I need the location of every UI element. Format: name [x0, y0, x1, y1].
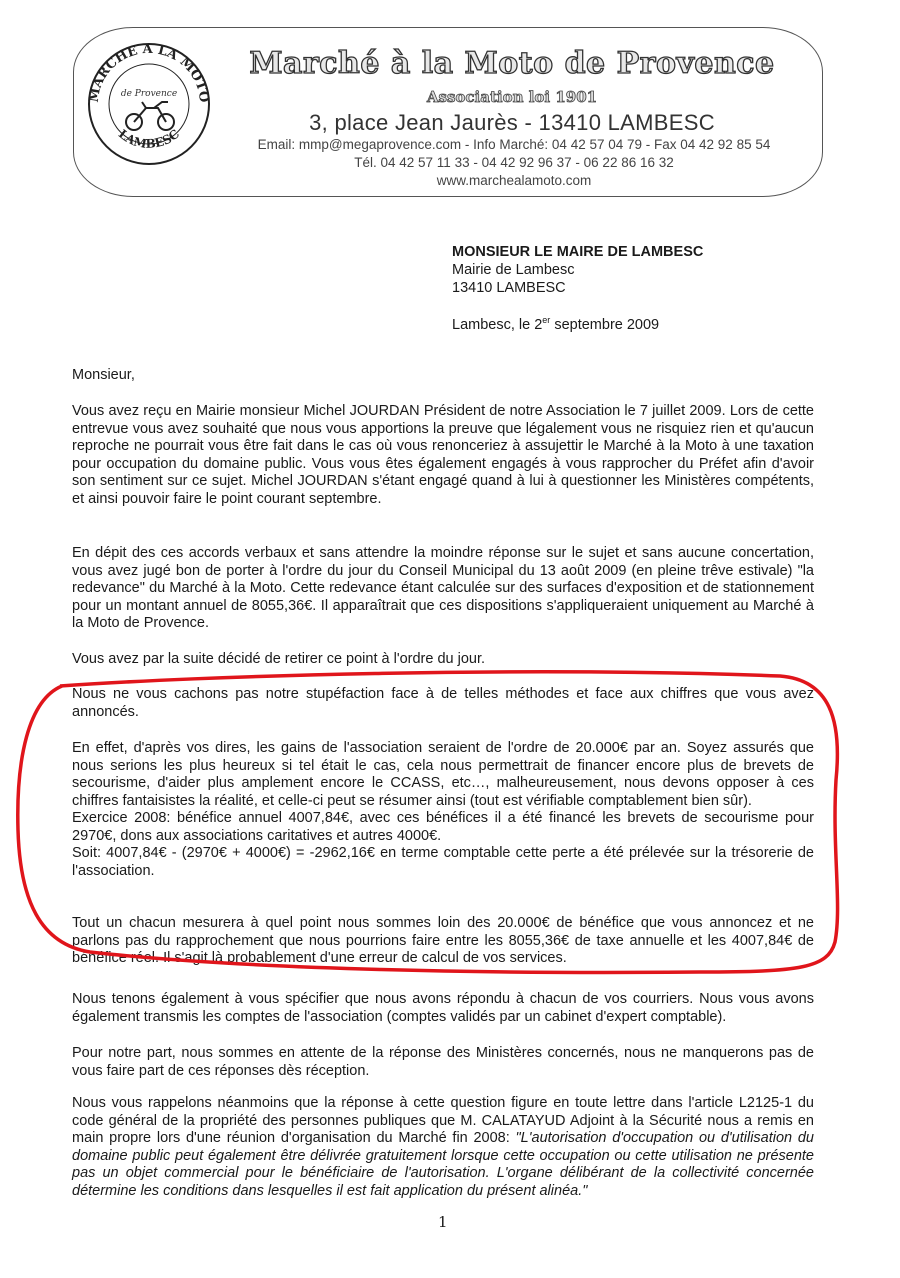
recipient-name: MONSIEUR LE MAIRE DE LAMBESC: [452, 244, 704, 260]
paragraph-2: En dépit des ces accords verbaux et sans attendre la moindre réponse sur le sujet et sans aucune concertation, vous avez jugé bon de porter à l'ordre du jour du Conseil Municipal du 13 août 2009 (en pleine trêve estivale) "la redevance" du Marché à la Moto. Cette redevance étant calculée sur des surfaces d'exposition et de stationnement pour un montant annuel de 8055,36€. Il apparaîtrait que ces dispositions s'appliqueraient uniquement au Marché à la Moto de Provence.: [72, 545, 814, 631]
letterhead-title: Marché à la Moto de Provence: [249, 46, 775, 81]
letterhead-website: www.marchealamoto.com: [436, 173, 592, 188]
paragraph-9-text: Nous vous rappelons néanmoins que la réponse à cette question figure en toute lettre dans l'article L2125-1 du code général de la propriété des personnes publiques que M. CALATAYUD Adjoint à la Sécurité nous a remis en main propre lors d'une réunion d'organisation du Marché fin 2008:: [72, 1095, 814, 1146]
date-ordinal: er: [542, 315, 551, 325]
letterhead-subtitle: Association loi 1901: [426, 88, 598, 106]
logo-middle-text: de Provence: [120, 89, 178, 99]
paragraph-5-exercise: Exercice 2008: bénéfice annuel 4007,84€, avec ces bénéfices il a été financé les brevets de secourisme pour 2970€, dons aux associations caritatives et autres 4000€.: [72, 810, 814, 844]
paragraph-1: Vous avez reçu en Mairie monsieur Michel JOURDAN Président de notre Association le 7 juillet 2009. Lors de cette entrevue vous avez souhaité que nous vous apportions la preuve que légalement vous ne risquiez rien et qu'aucun reproche ne pourrait vous être fait dans le cas où vous renonceriez à assujettir le Marché à la Moto à une taxation pour occupation du domaine public. Vous vous êtes également engagés à vous rapprocher du Préfet afin d'avoir son sentiment sur ce sujet. Michel JOURDAN s'étant engagé quand à lui à questionner les Ministères compétents, et ainsi pouvoir faire le point courant septembre.: [72, 403, 814, 507]
logo-bottom-text: LAMBESC: [115, 126, 183, 152]
letterhead-contact-email: Email: mmp@megaprovence.com - Info Marché: 04 42 57 04 79 - Fax 04 42 92 85 54: [257, 137, 771, 152]
page-number: 1: [438, 1213, 448, 1231]
paragraph-6: Tout un chacun mesurera à quel point nous sommes loin des 20.000€ de bénéfice que vous annoncez et ne parlons pas du rapprochement que nous pourrions faire entre les 8055,36€ de taxe annuelle et les 4007,84€ de bénéfice réel. Il s'agit là probablement d'une erreur de calcul de vos services.: [72, 915, 814, 966]
paragraph-8: Pour notre part, nous sommes en attente de la réponse des Ministères concernés, nous ne manquerons pas de vous faire part de ces réponses dès réception.: [72, 1045, 814, 1079]
recipient-line-2: 13410 LAMBESC: [452, 280, 566, 296]
legal-quote: "L'autorisation d'occupation ou d'utilisation du domaine public peut également être délivrée gratuitement lorsque cette occupation ou cette utilisation ne présente pas un objet commercial pour le bénéficiaire de l'autorisation. L'organe délibérant de la collectivité concernée détermine les conditions dans lesquelles il est fait application du présent alinéa.": [72, 1130, 814, 1199]
paragraph-5-calculation: Soit: 4007,84€ - (2970€ + 4000€) = -2962,16€ en terme comptable cette perte a été prélevée sur la trésorerie de l'association.: [72, 845, 814, 879]
paragraph-4: Nous ne vous cachons pas notre stupéfaction face à de telles méthodes et face aux chiffres que vous avez annoncés.: [72, 686, 814, 720]
letterhead-contact-phone: Tél. 04 42 57 11 33 - 04 42 92 96 37 - 06 22 86 16 32: [354, 155, 674, 170]
paragraph-3: Vous avez par la suite décidé de retirer ce point à l'ordre du jour.: [72, 651, 486, 667]
date-suffix: septembre 2009: [550, 316, 660, 333]
salutation: Monsieur,: [72, 367, 135, 383]
paragraph-7: Nous tenons également à vous spécifier que nous avons répondu à chacun de vos courriers. Nous vous avons également transmis les comptes de l'association (comptes validés par un cabinet d'expert comptable).: [72, 991, 814, 1025]
recipient-line-1: Mairie de Lambesc: [452, 262, 575, 278]
logo-top-text: MARCHE A LA MOTO: [86, 41, 212, 104]
date-prefix: Lambesc, le 2: [452, 316, 543, 333]
paragraph-5-intro: En effet, d'après vos dires, les gains de l'association seraient de l'ordre de 20.000€ par an. Soyez assurés que nous serions les plus heureux si tel était le cas, cela nous permettrait de financer encore plus de brevets de secourisme, d'aider plus amplement encore le CCASS, etc…, malheureusement, nous devons opposer à ces chiffres fantaisistes la réalité, et celle-ci peut se résumer ainsi (tout est vérifiable comptablement bien sûr).: [72, 740, 814, 809]
letterhead-address: 3, place Jean Jaurès - 13410 LAMBESC: [309, 110, 715, 135]
